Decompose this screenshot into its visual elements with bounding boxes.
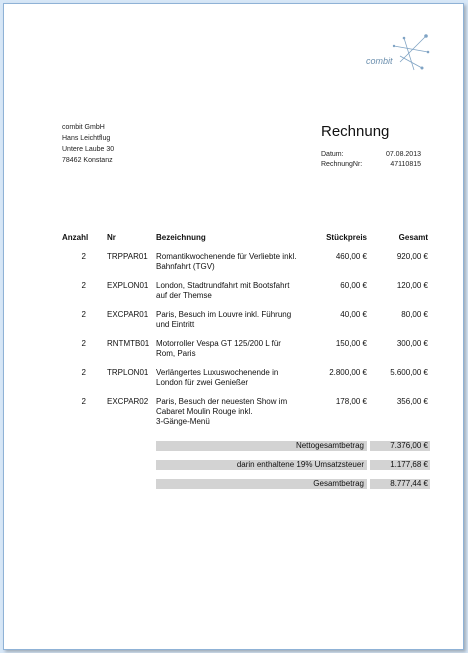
row-1-total: 920,00 € — [396, 252, 428, 261]
row-5-qty: 2 — [81, 368, 86, 377]
row-6-nr: EXCPAR02 — [107, 397, 149, 406]
net-total-label: Nettogesamtbetrag — [156, 441, 367, 451]
row-6-qty: 2 — [81, 397, 86, 406]
row-2-qty: 2 — [81, 281, 86, 290]
date-label: Datum: — [321, 151, 344, 158]
sender-address — [62, 122, 114, 166]
net-total-row — [156, 441, 430, 451]
row-4-qty: 2 — [81, 339, 86, 348]
row-2-description: London, Stadtrundfahrt mit Bootsfahrt auf der Themse — [156, 281, 290, 300]
sender-line: 78462 Konstanz — [62, 157, 113, 164]
header-description: Bezeichnung — [156, 233, 206, 242]
document-title: Rechnung — [321, 123, 390, 140]
tax-row — [156, 460, 430, 470]
row-4-total: 300,00 € — [396, 339, 428, 348]
tax-value: 1.177,68 € — [370, 460, 430, 470]
row-1-description: Romantikwochenende für Verliebte inkl. Bahnfahrt (TGV) — [156, 252, 297, 271]
gross-total-value: 8.777,44 € — [370, 479, 430, 489]
sender-line: Hans Leichtflug — [62, 135, 111, 142]
row-3-total: 80,00 € — [401, 310, 428, 319]
row-3-qty: 2 — [81, 310, 86, 319]
invoice-number-label: RechnungNr: — [321, 161, 363, 168]
header-unit-price: Stückpreis — [326, 233, 367, 242]
row-3-nr: EXCPAR01 — [107, 310, 149, 319]
row-1-nr: TRPPAR01 — [107, 252, 148, 261]
invoice-page — [3, 3, 464, 650]
row-6-description: Paris, Besuch der neuesten Show im Cabaret Moulin Rouge inkl. 3-Gänge-Menü — [156, 397, 288, 426]
row-3-description: Paris, Besuch im Louvre inkl. Führung und Eintritt — [156, 310, 292, 329]
row-3-unit-price: 40,00 € — [340, 310, 367, 319]
net-total-value: 7.376,00 € — [370, 441, 430, 451]
row-4-description: Motorroller Vespa GT 125/200 L für Rom, Paris — [156, 339, 281, 358]
header-nr: Nr — [107, 233, 116, 242]
date-value: 07.08.2013 — [385, 151, 421, 158]
row-4-nr: RNTMTB01 — [107, 339, 150, 348]
document-meta — [321, 150, 421, 170]
invoice-number-value: 47110815 — [390, 161, 421, 168]
row-2-total: 120,00 € — [396, 281, 428, 290]
gross-total-row — [156, 479, 430, 489]
row-2-nr: EXPLON01 — [107, 281, 149, 290]
tax-label: darin enthaltene 19% Umsatzsteuer — [156, 460, 367, 470]
row-5-description: Verlängertes Luxuswochenende in London für zwei Genießer — [156, 368, 279, 387]
row-6-total: 356,00 € — [396, 397, 428, 406]
header-qty: Anzahl — [62, 233, 89, 242]
logo-text: combit — [366, 56, 393, 66]
row-6-unit-price: 178,00 € — [335, 397, 367, 406]
sender-line: Untere Laube 30 — [62, 146, 115, 153]
sender-line: combit GmbH — [62, 124, 105, 131]
row-5-nr: TRPLON01 — [107, 368, 149, 377]
row-2-unit-price: 60,00 € — [340, 281, 367, 290]
gross-total-label: Gesamtbetrag — [156, 479, 367, 489]
row-5-total: 5.600,00 € — [390, 368, 428, 377]
header-total: Gesamt — [398, 233, 428, 242]
row-1-unit-price: 460,00 € — [335, 252, 367, 261]
row-4-unit-price: 150,00 € — [335, 339, 367, 348]
row-1-qty: 2 — [81, 252, 86, 261]
combit-logo-icon — [366, 34, 432, 74]
row-5-unit-price: 2.800,00 € — [329, 368, 367, 377]
